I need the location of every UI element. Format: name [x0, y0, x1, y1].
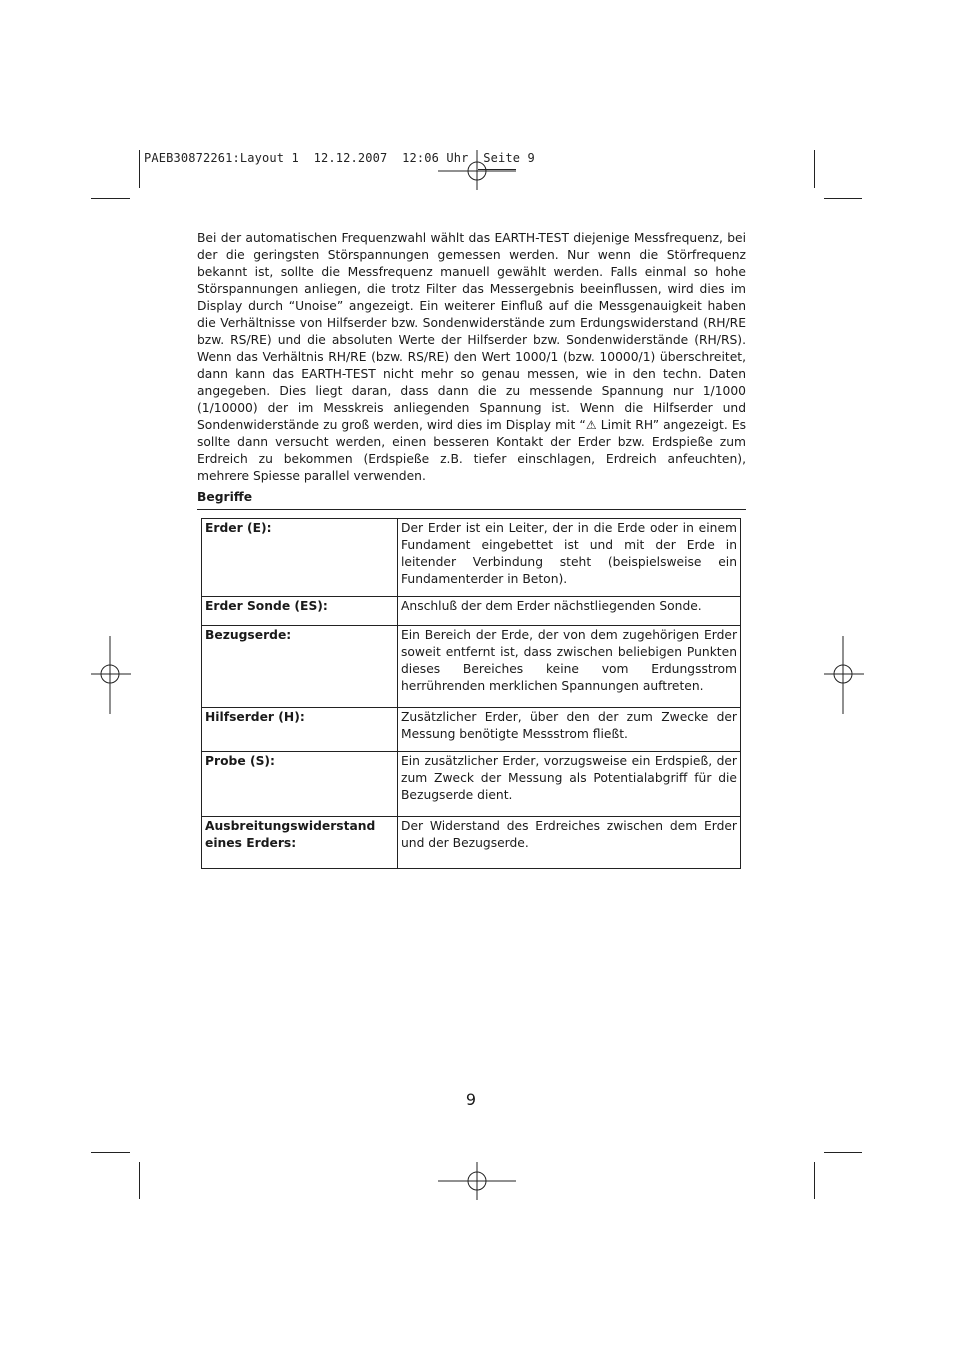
crop-mark-top-right-vertical: [814, 150, 815, 188]
term-cell: Hilfserder (H):: [202, 708, 398, 752]
terms-table: [201, 518, 741, 869]
registration-mark-right: [824, 636, 864, 714]
definition-cell: Anschluß der dem Erder nächstliegenden Sonde.: [398, 597, 741, 626]
table-row: [202, 817, 741, 869]
definition-cell: Der Erder ist ein Leiter, der in die Erde oder in einem Fundament eingebettet ist und mit der Erde in leitender Verbindung steht (beispielsweise ein Fundamenterder in Beton).: [398, 519, 741, 597]
body-paragraph: [197, 230, 746, 485]
printer-slug: PAEB30872261:Layout 1 12.12.2007 12:06 Uhr Seite 9: [144, 151, 535, 165]
crop-mark-bottom-right-horizontal: [824, 1152, 862, 1153]
section-rule: [197, 509, 746, 510]
table-row: [202, 519, 741, 597]
crop-mark-top-left-vertical: [139, 150, 140, 188]
body-paragraph-tail: Limit RH” angezeigt. Es sollte dann versucht werden, einen besseren Kontakt der Erder bzw. Erdspieße zum Erdreich zu bekommen (Erdspieße z.B. tiefer einschlagen, Erdreich anfeuchten), mehrere Spiesse parallel verwenden.: [197, 418, 746, 483]
section-title: Begriffe: [197, 490, 253, 504]
term-cell: Bezugserde:: [202, 626, 398, 708]
term-cell: Probe (S):: [202, 752, 398, 817]
definition-cell: Zusätzlicher Erder, über den der zum Zwecke der Messung benötigte Messstrom fließt.: [398, 708, 741, 752]
term-cell: Erder (E):: [202, 519, 398, 597]
table-row: [202, 597, 741, 626]
crop-mark-bottom-right-vertical: [814, 1162, 815, 1199]
table-row: [202, 626, 741, 708]
term-cell: Erder Sonde (ES):: [202, 597, 398, 626]
crop-mark-top-right-horizontal: [824, 198, 862, 199]
crop-mark-top-left-horizontal: [91, 198, 130, 199]
definition-cell: Ein Bereich der Erde, der von dem zugehörigen Erder soweit entfernt ist, dass zwischen beliebigen Punkten dieses Bereiches keine vom Erdungsstrom herrührenden merklichen Spannungen auftreten.: [398, 626, 741, 708]
crop-mark-bottom-left-vertical: [139, 1162, 140, 1199]
page-number: 9: [465, 1090, 477, 1109]
crop-mark-bottom-left-horizontal: [91, 1152, 130, 1153]
table-row: [202, 752, 741, 817]
slug-underline: [478, 169, 516, 170]
body-paragraph-text: Bei der automatischen Frequenzwahl wählt das EARTH-TEST diejenige Messfrequenz, bei der die geringsten Störspannungen gemessen werden. Nur wenn die Störfrequenz bekannt ist, sollte die Messfrequenz manuell gewählt werden. Falls einmal so hohe Störspannungen anliegen, die trotz Filter das Messergebnis beeinflussen, wird dies im Display durch “Unoise” angezeigt. Ein weiterer Einfluß auf die Messgenauigkeit haben die Verhältnisse von Hilfserder bzw. Sondenwiderstände zum Erdungswiderstand (RH/RE bzw. RS/RE) und die absoluten Werte der Hilfserder bzw. Sondenwiderstände (RH/RS). Wenn das Verhältnis RH/RE (bzw. RS/RE) den Wert 1000/1 (bzw. 10000/1) überschreitet, dann kann das EARTH-TEST nicht mehr so genau messen, wie in den techn. Daten angegeben. Dies liegt daran, dass dann die zu messende Spannung nur 1/1000 (1/10000) der im Messkreis anliegenden Spannung ist. Wenn die Hilfserder und Sondenwiderstände zu groß werden, wird dies im Display mit “: [197, 231, 746, 432]
definition-cell: Ein zusätzlicher Erder, vorzugsweise ein Erdspieß, der zum Zweck der Messung als Potentialabgriff für die Bezugserde dient.: [398, 752, 741, 817]
term-cell: Ausbreitungswiderstand eines Erders:: [202, 817, 398, 869]
warning-triangle-icon: ⚠: [585, 418, 597, 432]
definition-cell: Der Widerstand des Erdreiches zwischen dem Erder und der Bezugserde.: [398, 817, 741, 869]
table-row: [202, 708, 741, 752]
registration-mark-bottom: [438, 1162, 516, 1200]
registration-mark-left: [91, 636, 131, 714]
